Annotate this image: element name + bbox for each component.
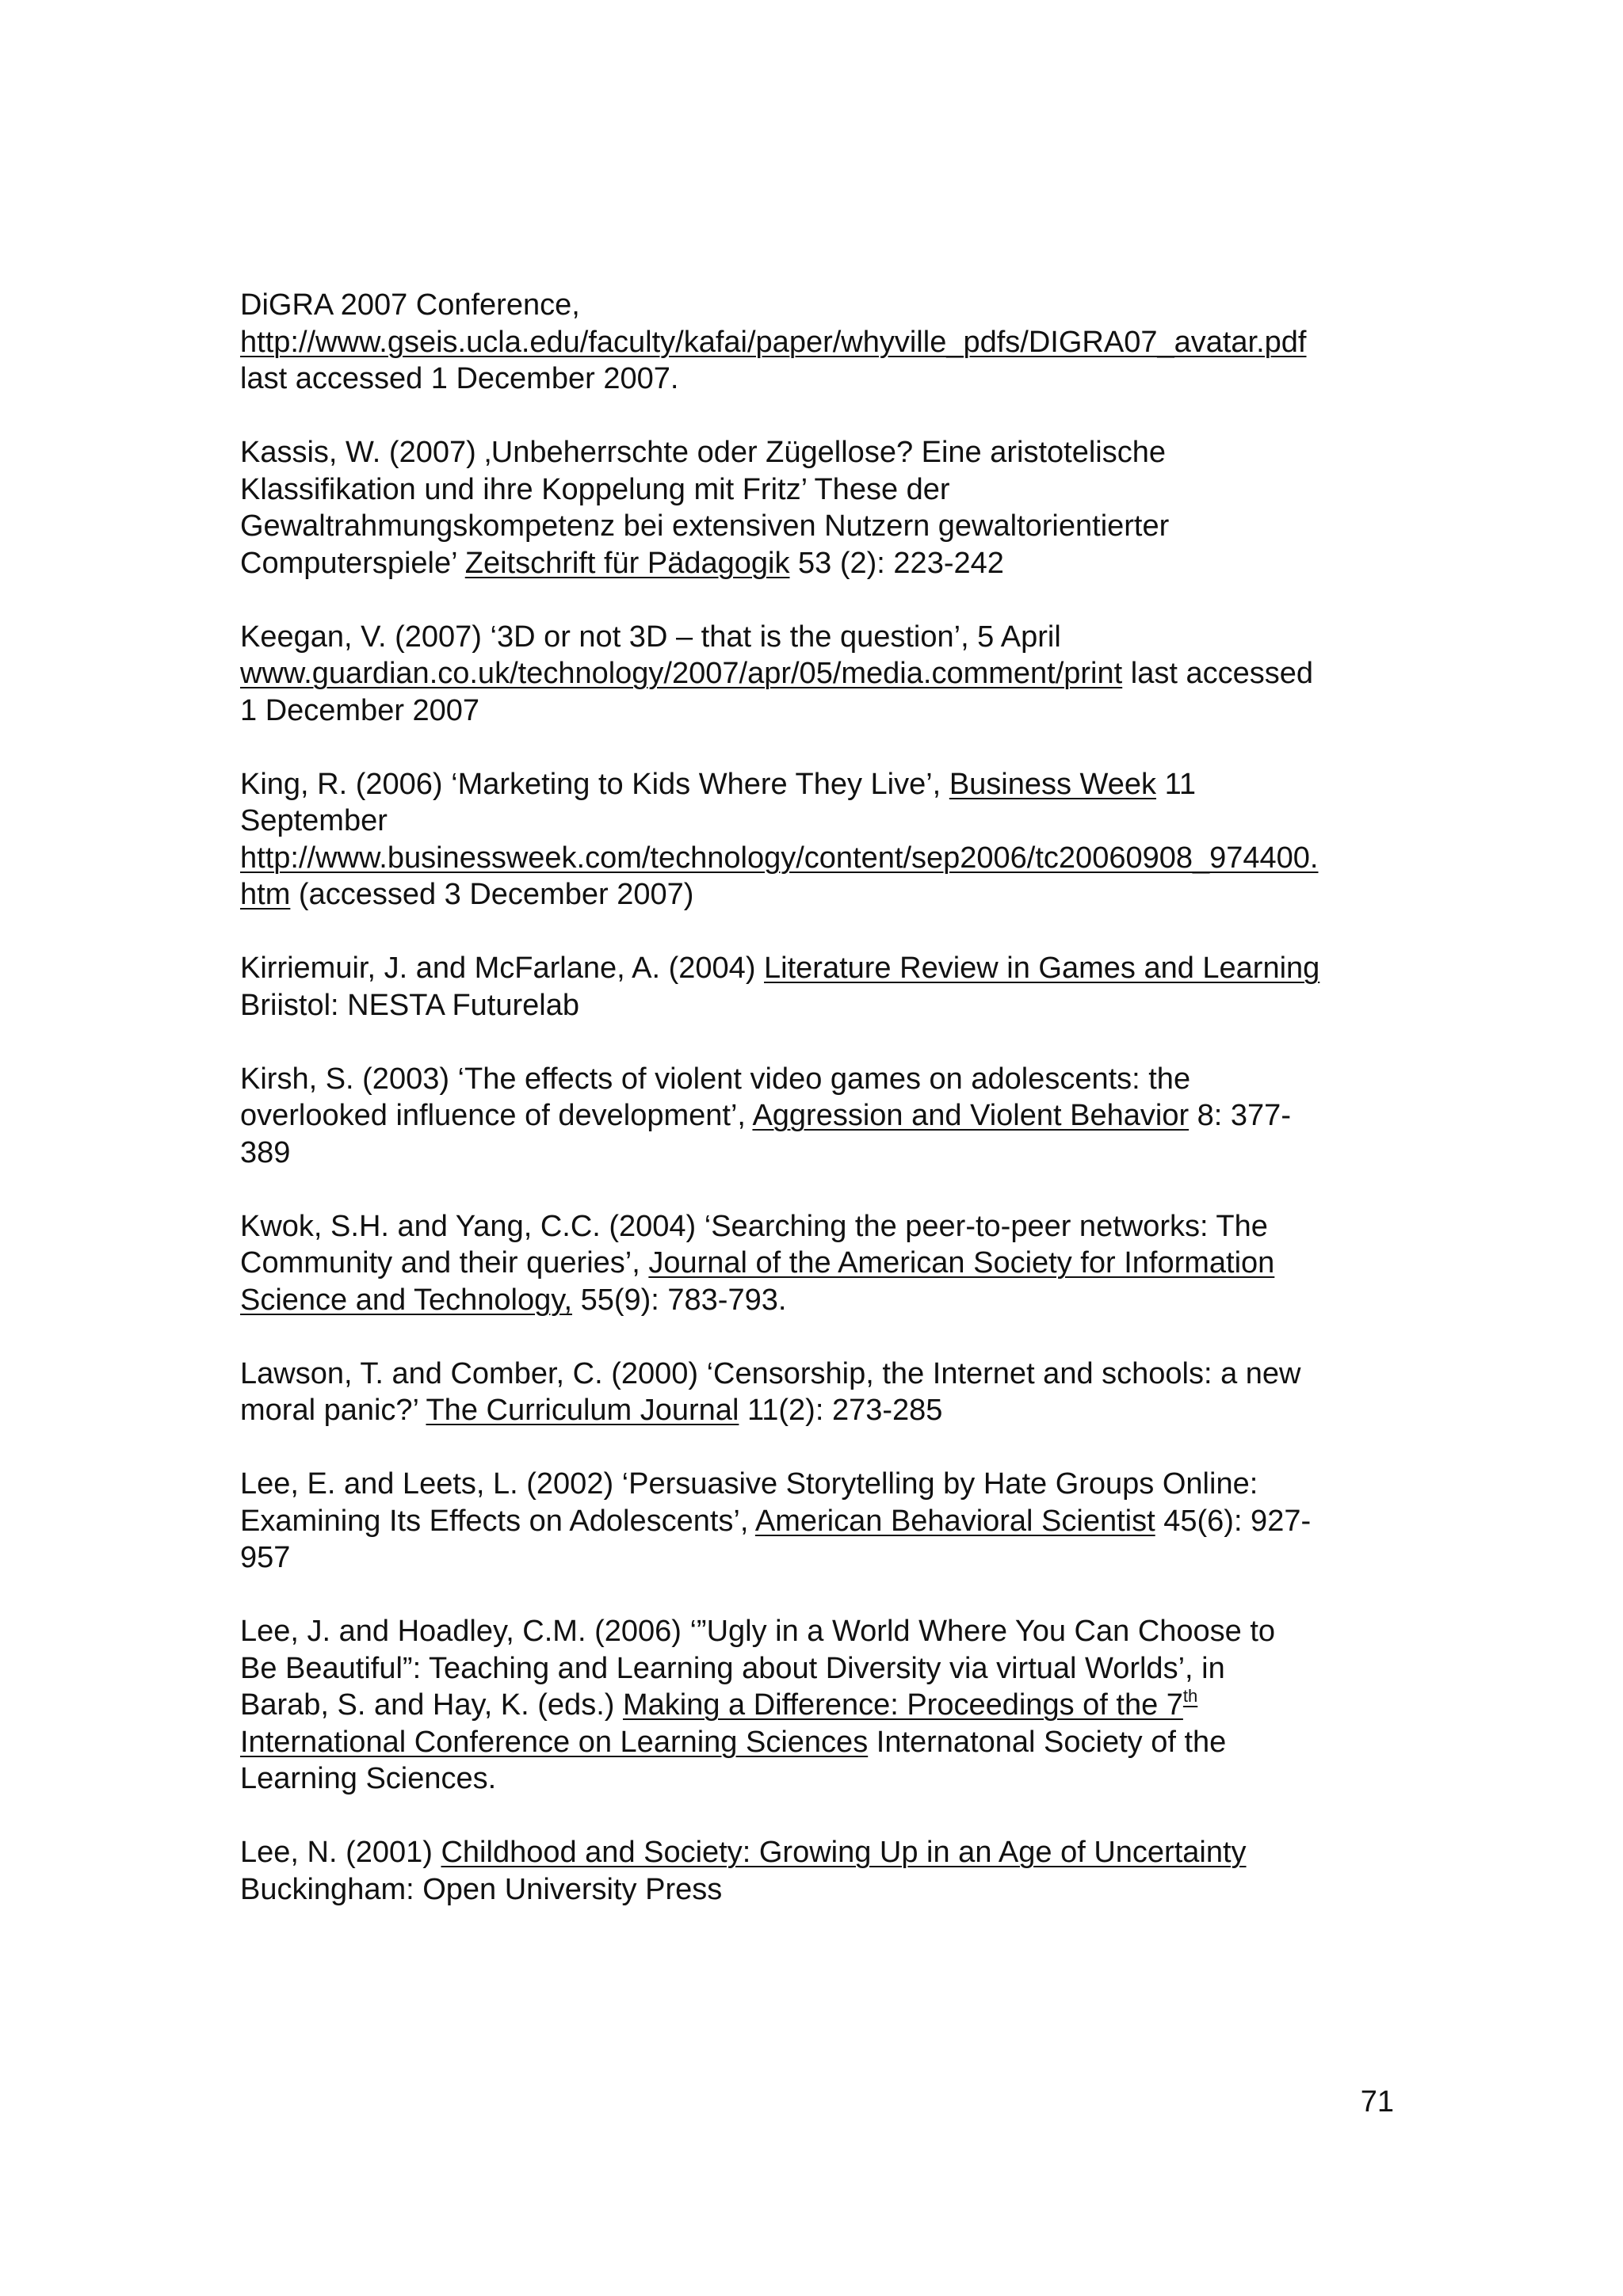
reference-line [240,655,1405,692]
reference-line [240,803,1405,840]
text-segment: overlooked influence of development’, [240,1099,753,1132]
text-segment: 11(2): 273-285 [739,1394,943,1427]
reference-list [240,287,1405,1945]
reference-entry [240,1061,1405,1172]
text-segment: Kirriemuir, J. and McFarlane, A. (2004) [240,952,765,985]
reference-line [240,1356,1405,1393]
text-segment: Buckingham: Open University Press [240,1872,723,1906]
text-segment: Computerspiele’ [240,546,465,580]
underlined-title-segment: Childhood and Society: Growing Up in an Age of Uncertainty [441,1836,1247,1869]
reference-line [240,1135,1405,1172]
reference-line [240,545,1405,582]
page-number: 71 [1360,2085,1394,2119]
reference-line [240,950,1405,987]
text-segment: DiGRA 2007 Conference, [240,288,580,322]
text-segment: Kirsh, S. (2003) ‘The effects of violent video games on adolescents: the [240,1062,1191,1096]
text-segment: 11 [1156,767,1197,801]
text-segment: Internatonal Society of the [868,1725,1227,1759]
reference-line [240,1392,1405,1429]
underlined-title-segment: The Curriculum Journal [426,1394,739,1427]
text-segment: 45(6): 927- [1155,1504,1312,1538]
underlined-title-segment: th [1182,1686,1198,1707]
reference-line [240,287,1405,324]
text-segment: Briistol: NESTA Futurelab [240,988,580,1022]
reference-line [240,1245,1405,1282]
text-segment: Klassifikation und ihre Koppelung mit Fritz’ These der [240,472,950,506]
text-segment: last accessed 1 December 2007. [240,362,679,395]
reference-line [240,1539,1405,1577]
underlined-title-segment: http://www.gseis.ucla.edu/faculty/kafai/paper/whyville_pdfs/DIGRA07_avatar.pdf [240,325,1307,359]
reference-line [240,1687,1405,1724]
text-segment: Examining Its Effects on Adolescents’, [240,1504,755,1538]
reference-line [240,987,1405,1024]
text-segment: Keegan, V. (2007) ‘3D or not 3D – that is the question’, 5 April [240,620,1061,654]
text-segment: Learning Sciences. [240,1762,497,1795]
text-segment: 389 [240,1135,291,1169]
text-segment: 1 December 2007 [240,693,480,727]
reference-line [240,1061,1405,1098]
reference-entry [240,766,1405,913]
underlined-title-segment: Aggression and Violent Behavior [752,1099,1190,1132]
text-segment: Gewaltrahmungskompetenz bei extensiven Nutzern gewaltorientierter [240,509,1170,543]
underlined-title-segment: http://www.businessweek.com/technology/content/sep2006/tc20060908_974400. [240,841,1319,875]
reference-entry [240,1613,1405,1798]
reference-entry [240,434,1405,582]
reference-line [240,1613,1405,1650]
text-segment: Lawson, T. and Comber, C. (2000) ‘Censorship, the Internet and schools: a new [240,1356,1301,1390]
underlined-title-segment: Business Week [949,767,1157,801]
reference-line [240,766,1405,803]
reference-line [240,1724,1405,1761]
text-segment: Kwok, S.H. and Yang, C.C. (2004) ‘Searching the peer-to-peer networks: The [240,1209,1268,1243]
text-segment: 957 [240,1541,291,1574]
reference-entry [240,1466,1405,1577]
text-segment: King, R. (2006) ‘Marketing to Kids Where They Live’, [240,767,949,801]
reference-line [240,840,1405,877]
reference-line [240,508,1405,545]
reference-line [240,1503,1405,1540]
reference-entry [240,1208,1405,1319]
underlined-title-segment: htm [240,878,291,911]
reference-line [240,1650,1405,1688]
text-segment: September [240,804,388,837]
reference-line [240,1097,1405,1135]
text-segment: moral panic?’ [240,1394,426,1427]
reference-line [240,1834,1405,1871]
text-segment: Lee, J. and Hoadley, C.M. (2006) ‘”Ugly in a World Where You Can Choose to [240,1615,1276,1648]
text-segment: Kassis, W. (2007) ‚Unbeherrschte oder Zügellose? Eine aristotelische [240,436,1167,469]
underlined-title-segment: Zeitschrift für Pädagogik [464,546,790,580]
underlined-title-segment: www.guardian.co.uk/technology/2007/apr/05/media.comment/print [240,657,1123,690]
text-segment: Community and their queries’, [240,1246,649,1280]
text-segment: last accessed [1122,657,1313,690]
underlined-title-segment: American Behavioral Scientist [754,1504,1155,1538]
text-segment: Lee, N. (2001) [240,1836,441,1869]
text-segment: Barab, S. and Hay, K. (eds.) [240,1688,623,1722]
reference-line [240,619,1405,656]
reference-line [240,1871,1405,1909]
reference-line [240,1760,1405,1798]
underlined-title-segment: Literature Review in Games and Learning [764,952,1320,985]
reference-line [240,360,1405,398]
underlined-title-segment: Journal of the American Society for Information [648,1246,1275,1280]
reference-entry [240,1834,1405,1908]
reference-line [240,1208,1405,1245]
reference-line [240,1466,1405,1503]
underlined-title-segment: International Conference on Learning Sciences [240,1725,869,1759]
underlined-title-segment: Science and Technology, [240,1283,573,1317]
reference-entry [240,1356,1405,1429]
reference-line [240,876,1405,913]
reference-line [240,1282,1405,1319]
reference-entry [240,619,1405,730]
reference-entry [240,287,1405,398]
text-segment: Lee, E. and Leets, L. (2002) ‘Persuasive Storytelling by Hate Groups Online: [240,1467,1258,1501]
reference-line [240,434,1405,471]
reference-line [240,692,1405,730]
text-segment: 53 (2): 223-242 [789,546,1004,580]
reference-entry [240,950,1405,1024]
underlined-title-segment: Making a Difference: Proceedings of the 7 [622,1688,1183,1722]
reference-line [240,471,1405,509]
text-segment: 55(9): 783-793. [572,1283,787,1317]
text-segment: (accessed 3 December 2007) [290,878,694,911]
text-segment: Be Beautiful”: Teaching and Learning about Diversity via virtual Worlds’, in [240,1651,1225,1685]
text-segment: 8: 377- [1189,1099,1291,1132]
reference-line [240,324,1405,361]
